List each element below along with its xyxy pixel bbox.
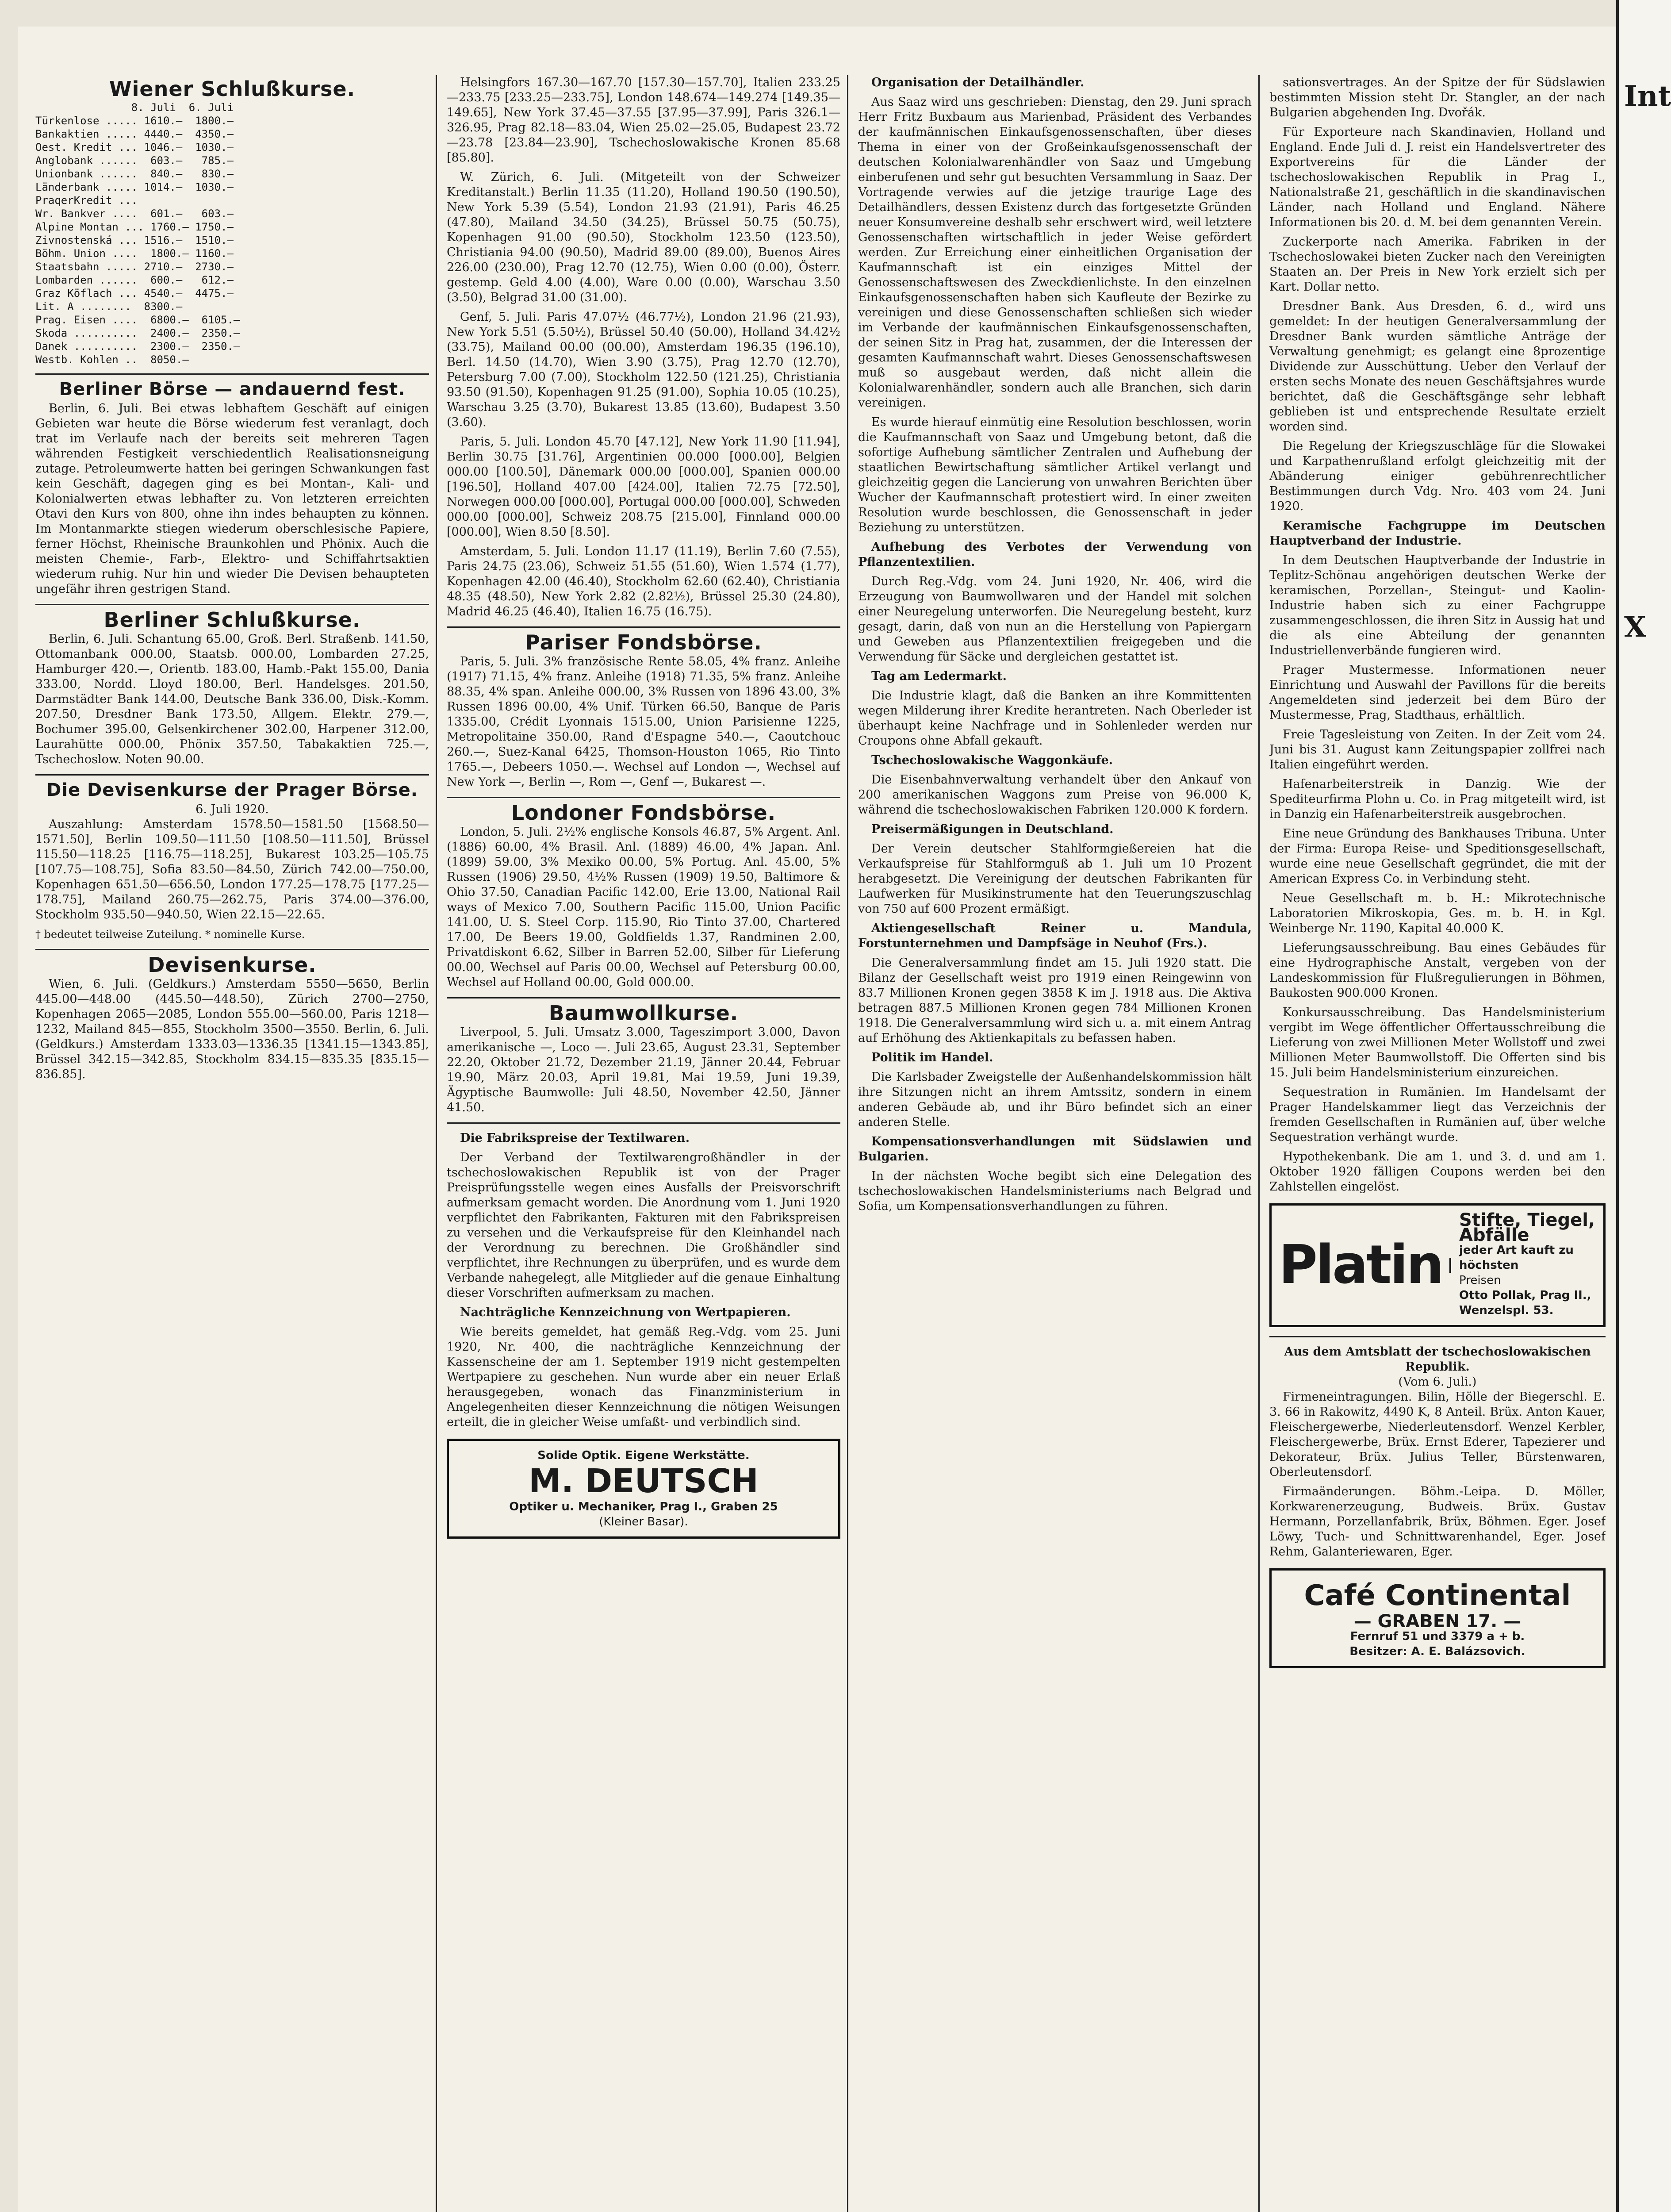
- heading-amtsblatt: Aus dem Amtsblatt der tschechoslowakischen Republik.: [1284, 1345, 1591, 1374]
- article-kompensation-continued: sationsvertrages. An der Spitze der für Südslawien bestimmten Mission steht Dr. Stangler, an der nach Bulgarien abgehenden Ing. Dvořák.: [1269, 76, 1606, 119]
- column-rule: [436, 75, 437, 2212]
- column-3: [858, 75, 1252, 2212]
- article-hypothekenbank: Hypothekenbank. Die am 1. und 3. d. und am 1. Oktober 1920 fälligen Coupons werden bei den Zahlstellen eingelöst.: [1269, 1150, 1606, 1194]
- column-4: [1269, 75, 1606, 2212]
- heading-kompensation: Kompensationsverhandlungen mit Südslawien und Bulgarien.: [858, 1135, 1252, 1164]
- column-rule: [1258, 75, 1260, 2212]
- devisen-footnote: † bedeutet teilweise Zuteilung. * nominelle Kurse.: [35, 928, 305, 941]
- article-kompensation: In der nächsten Woche begibt sich eine Delegation des tschechoslowakischen Handelsministeriums nach Belgrad und Sofia, um Kompensationsverhandlungen zu führen.: [858, 1169, 1252, 1213]
- article-textilwaren: Der Verband der Textilwarengroßhändler in der tschechoslowakischen Republik ist von der Prager Preisprüfungsstelle wegen eines Ausfalls der Preisvorschrift aufmerksam gemacht worden. Die Anordnung vom 1. Juni 1920 verpflichtet den Fabrikanten, Fakturen mit den Fabrikspreisen zu versehen und die Verkaufspreise für den Kleinhandel nach der Verordnung zu berechnen. Die Großhändler sind verpflichtet, ihre Rechnungen zu überprüfen, und es wurde dem Verbande nahegelegt, alle Mitglieder auf die genaue Einhaltung dieser Vorschriften aufmerksam zu machen.: [447, 1151, 840, 1300]
- heading-wiener-schlusskurse: Wiener Schlußkurse.: [109, 77, 356, 101]
- ad-cafe-address: — GRABEN 17. —: [1353, 1611, 1522, 1632]
- divider: [447, 797, 840, 798]
- divider: [35, 373, 429, 375]
- article-paris: Paris, 5. Juli. London 45.70 [47.12], New York 11.90 [11.94], Berlin 30.75 [31.76], Argentinien 00.000 [000.00], Belgien 000.00 [100.50], Dänemark 000.00 [000.00], Spanien 000.00 [196.50], Holland 407.00 [424.00], Italien 72.75 [72.50], Norwegen 000.00 [000.00], Portugal 000.00 [000.00], Schweden 000.00 [000.00], Schweiz 208.75 [215.00], Finnland 000.00 [000.00], Wien 8.50 [8.50].: [447, 435, 840, 539]
- divider: [35, 949, 429, 950]
- adjacent-page-edge: [1616, 0, 1671, 2212]
- article-firmaaenderungen: Firmaänderungen. Böhm.-Leipa. D. Möller, Korkwarenerzeugung, Budweis. Brüx. Gustav Hermann, Porzellanfabrik, Brüx, Böhmen. Eger. Josef Löwy, Tuch- und Schnittwarenhandel, Eger. Josef Rehm, Galanteriewaren, Eger.: [1269, 1485, 1606, 1559]
- article-hafenarbeiterstreik: Hafenarbeiterstreik in Danzig. Wie der Spediteurfirma Plohn u. Co. in Prag mitgeteilt wird, ist in Danzig ein Hafenarbeiterstreik ausgebrochen.: [1269, 777, 1606, 821]
- article-keramische-fachgruppe: In dem Deutschen Hauptverbande der Industrie in Teplitz-Schönau angehörigen deutschen Werke der keramischen, Porzellan-, Steingut- und Kaolin-Industrie haben sich zu einer Fachgruppe zusammengeschlossen, die ihren Sitz in Aussig hat und die als eine Abteilung der genannten Industriellenverbände fungieren wird.: [1269, 553, 1606, 657]
- article-genf: Genf, 5. Juli. Paris 47.07½ (46.77½), London 21.96 (21.93), New York 5.51 (5.50½), Brüssel 50.40 (50.00), Holland 34.42½ (33.75), Mailand 00.00 (00.00), Amsterdam 196.35 (196.10), Berl. 14.50 (14.70), Wien 3.90 (3.75), Prag 12.70 (12.70), Petersburg 7.00 (7.00), Stockholm 122.50 (121.25), Christiania 93.50 (91.50), Kopenhagen 91.25 (91.00), Sophia 10.05 (10.25), Warschau 3.25 (3.70), Bukarest 13.85 (13.60), Budapest 3.50 (3.60).: [447, 310, 840, 429]
- ad-cafe-owner: Besitzer: A. E. Balázsovich.: [1349, 1645, 1525, 1658]
- adjacent-page-fragment: Int: [1624, 80, 1671, 113]
- article-aktiengesellschaft: Die Generalversammlung findet am 15. Juli 1920 statt. Die Bilanz der Gesellschaft weist pro 1919 einen Reingewinn von 83.7 Millionen Kronen gegen 3858 K im J. 1918 aus. Die Aktiva betragen 887.5 Millionen Kronen gegen 784 Millionen Kronen 1918. Die Generalversammlung wird sich u. a. mit einem Antrag auf Erhöhung des Aktienkapitals zu befassen haben.: [858, 956, 1252, 1045]
- article-firmeneintragungen: Firmeneintragungen. Bilin, Hölle der Biegerschl. E. 3. 66 in Rakowitz, 4490 K, 8 Anteil. Brüx. Anton Kauer, Fleischergewerbe, Niederleutensdorf. Wenzel Kerbler, Fleischergewerbe, Brüx. Ernst Ederer, Tapezierer und Dekorateur, Brüx. Julius Teller, Bürstenwaren, Oberleutensdorf.: [1269, 1390, 1606, 1479]
- heading-aktiengesellschaft: Aktiengesellschaft Reiner u. Mandula, Forstunternehmen und Dampfsäge in Neuhof (Frs.).: [858, 922, 1252, 950]
- ad-platin-line2: Abfälle: [1459, 1225, 1529, 1245]
- divider: [35, 604, 429, 605]
- article-lieferungsausschreibung: Lieferungsausschreibung. Bau eines Gebäudes für eine Hydrographische Anstalt, vergeben von der Landeskommission für Flußregulierungen in Böhmen, Baukosten 900.000 Kronen.: [1269, 941, 1606, 1000]
- heading-berliner-schlusskurse: Berliner Schlußkurse.: [103, 608, 361, 632]
- heading-politik-handel: Politik im Handel.: [871, 1051, 993, 1064]
- article-waggonkaeufe: Die Eisenbahnverwaltung verhandelt über den Ankauf von 200 amerikanischen Waggons zum Preise von 96.000 K, während die tschechoslowakischen Fabriken 120.000 K fordern.: [858, 773, 1252, 817]
- divider: [447, 626, 840, 628]
- article-zuerich: W. Zürich, 6. Juli. (Mitgeteilt von der Schweizer Kreditanstalt.) Berlin 11.35 (11.20), Holland 190.50 (190.50), New York 5.39 (5.54), London 21.93 (21.91), Paris 46.25 (47.80), Mailand 34.50 (34.25), Brüssel 50.75 (50.75), Kopenhagen 91.00 (90.50), Stockholm 123.50 (123.50), Christiania 94.00 (90.50), Madrid 89.00 (89.00), Buenos Aires 226.00 (230.00), Prag 12.70 (12.75), Wien 0.00 (0.00), Österr. gestemp. Geld 4.00 (4.00), Ware 0.00 (0.00), Warschau 3.50 (3.50), Belgrad 31.00 (31.00).: [447, 170, 840, 304]
- heading-keramische-fachgruppe: Keramische Fachgruppe im Deutschen Hauptverband der Industrie.: [1269, 519, 1606, 548]
- column-rule: [847, 75, 848, 2212]
- ad-address: Optiker u. Mechaniker, Prag I., Graben 25: [509, 1500, 778, 1513]
- heading-ledermarkt: Tag am Ledermarkt.: [871, 669, 1007, 683]
- ad-optiker-deutsch: [447, 1439, 840, 1539]
- article-detailhaendler: Aus Saaz wird uns geschrieben: Dienstag, den 29. Juni sprach Herr Fritz Buxbaum aus Marienbad, Präsident des Verbandes der kaufmännischen Einkaufsgenossenschaften, über dieses Thema in einer von der Großeinkaufsgenossenschaft der deutschen Kolonialwarenhändler von Saaz und Umgebung einberufenen und sehr gut besuchten Versammlung in Saaz. Der Vortragende verwies auf die jetzige traurige Lage des Detailhändlers, dessen Existenz durch das fortgesetzte Gründen neuer Konsumvereine deshalb sehr erschwert wird, weil letztere Genossenschaften wirtschaftlich in jeder Weise gefördert werden. Zur Erreichung einer einheitlichen Organisation der Kaufmannschaft ist ein einziges Mittel der Genossenschaftswesen des Zweckdienlichste. In den einzelnen Einkaufsgenossenschaften haben sich Kaufleute der Bezirke zu vereinigen und diese Genossenschaften schließen sich wieder im Verbande der kaufmännischen Einkaufsgenossenschaften, der seinen Sitz in Prag hat, zusammen, der die Interessen der gesamten Kaufmannschaft wahrt. Dieses Genossenschaftswesen muß so ausgebaut werden, daß nicht allein die Kolonialwarenhändler, sondern auch alle Branchen, sich darin vereinigen.: [858, 95, 1252, 410]
- ad-company-name: M. DEUTSCH: [529, 1462, 759, 1500]
- column-1: [35, 75, 429, 2212]
- devisen-date: 6. Juli 1920.: [195, 803, 269, 816]
- article-devisenkurse: Wien, 6. Juli. (Geldkurs.) Amsterdam 5550—5650, Berlin 445.00—448.00 (445.50—448.50), Zürich 2700—2750, Kopenhagen 2065—2085, London 555.00—560.00, Paris 1218—1232, Mailand 845—855, Stockholm 3500—3550. Berlin, 6. Juli. (Geldkurs.) Amsterdam 1333.03—1336.35 [1341.15—1343.85], Brüssel 342.15—342.85, Stockholm 834.15—835.35 [835.15—836.85].: [35, 977, 429, 1081]
- article-zeitungspapier: Freie Tagesleistung von Zeiten. In der Zeit vom 24. Juni bis 31. August kann Zeitungspapier zollfrei nach Italien eingeführt werden.: [1269, 728, 1606, 772]
- ad-platin-line3: jeder Art kauft zu höchsten: [1459, 1244, 1574, 1272]
- article-preisermaessigungen: Der Verein deutscher Stahlformgießereien hat die Verkaufspreise für Stahlformguß ab 1. Juli um 10 Prozent herabgesetzt. Die Vereinigung der deutschen Fabrikanten für Laufwerken für Musikinstrumente hat den Teuerungszuschlag von 750 auf 600 Prozent ermäßigt.: [858, 842, 1252, 916]
- article-sequestration: Sequestration in Rumänien. Im Handelsamt der Prager Handelskammer liegt das Verzeichnis der fremden Gesellschaften in Rumänien auf, über welche Sequestration verhängt wurde.: [1269, 1085, 1606, 1144]
- article-pariser-fondsboerse: Paris, 5. Juli. 3% französische Rente 58.05, 4% franz. Anleihe (1917) 71.15, 4% franz. Anleihe (1918) 71.35, 5% franz. Anleihe 88.35, 4% span. Anleihe 000.00, 3% Russen von 1896 43.00, 3% Russen 1896 00.00, 4% Unif. Türken 66.50, Banque de Paris 1335.00, Crédit Lyonnais 1515.00, Union Parisienne 1225, Metropolitaine 350.00, Rand d'Espagne 540.—, Caoutchouc 260.—, Suez-Kanal 6425, Thomson-Houston 1065, Rio Tinto 1765.—, Debeers 1050.—. Wechsel auf London —, Wechsel auf New York —, Berlin —, Rom —, Genf —, Bukarest —.: [447, 655, 840, 789]
- article-baumwollkurse: Liverpool, 5. Juli. Umsatz 3.000, Tageszimport 3.000, Davon amerikanische —, Loco —. Juli 23.65, August 23.31, September 22.20, Oktober 21.72, Dezember 21.19, Jänner 20.44, Februar 19.90, März 20.03, April 19.81, Mai 19.59, Juni 19.39, Ägyptische Baumwolle: Juli 48.50, November 42.50, Jänner 41.50.: [447, 1025, 840, 1114]
- adjacent-page-fragment: X: [1624, 611, 1646, 644]
- heading-baumwollkurse: Baumwollkurse.: [548, 1001, 739, 1025]
- ad-cafe-continental: [1269, 1568, 1606, 1668]
- article-mikroskopia: Neue Gesellschaft m. b. H.: Mikrotechnische Laboratorien Mikroskopia, Ges. m. b. H. in Kgl. Weinberge Nr. 1190, Kapital 40.000 K.: [1269, 891, 1606, 935]
- divider: [1269, 1336, 1606, 1337]
- heading-berliner-boerse: Berliner Börse — andauernd fest.: [59, 379, 406, 399]
- wiener-kurse-table: 8. Juli 6. Juli Türkenlose ..... 1610.— 1800.— Bankaktien ..... 4440.— 4350.— Oest. Kredit ... 1046.— 1030.— Anglobank ...... 603.— 785.— Unionbank ...... 840.— 830.— Länderbank ..... 1014.— 1030.— PraqerKredit ... Wr. Bankver .... 601.— 603.— Alpine Montan ... 1760.— 1750.— Zivnostenská ... 1516.— 1510.— Böhm. Union .... 1800.— 1160.— Staatsbahn ..... 2710.— 2730.— Lombarden ...... 600.— 612.— Graz Köflach ... 4540.— 4475.— Lit. A ........ 8300.— Prag. Eisen .... 6800.— 6105.— Skoda .......... 2400.— 2350.— Danek .......... 2300.— 2350.— Westb. Kohlen .. 8050.—: [35, 101, 240, 366]
- ad-cafe-name: Café Continental: [1304, 1579, 1571, 1612]
- ad-platin: [1269, 1203, 1606, 1327]
- newspaper-page: [18, 27, 1619, 2212]
- heading-wertpapiere: Nachträgliche Kennzeichnung von Wertpapieren.: [460, 1306, 791, 1319]
- ad-platin-address: Otto Pollak, Prag II., Wenzelspl. 53.: [1459, 1289, 1591, 1317]
- article-tribuna: Eine neue Gründung des Bankhauses Tribuna. Unter der Firma: Europa Reise- und Speditionsgesellschaft, wurde eine neue Gesellschaft gegründet, die mit der American Express Co. in Verbindung steht.: [1269, 827, 1606, 886]
- article-pflanzentextilien: Durch Reg.-Vdg. vom 24. Juni 1920, Nr. 406, wird die Erzeugung von Baumwollwaren und der Handel mit solchen einer Neuregelung unterworfen. Die Neuregelung besteht, kurz gesagt, darin, daß von nun an die Herstellung von Papiergarn und Geweben aus Pflanzentextilien freigegeben und die Verwendung für Säcke und dergleichen gestattet ist.: [858, 575, 1252, 664]
- ad-tagline: Solide Optik. Eigene Werkstätte.: [537, 1449, 750, 1462]
- article-berliner-boerse: Berlin, 6. Juli. Bei etwas lebhaftem Geschäft auf einigen Gebieten war heute die Börse wiederum fest veranlagt, doch trat im Verlaufe nach der bereits seit mehreren Tagen währenden Festigkeit verschiedentlich Realisationsneigung zutage. Petroleumwerte hatten bei geringen Schwankungen fast kein Geschäft, dagegen ging es bei Montan-, Kali- und Kolonialwerten etwas lebhafter zu. Von letzteren erreichten Otavi den Kurs von 800, ohne ihn indes behaupten zu können. Im Montanmarkte stiegen wiederum oberschlesische Papiere, ferner Höchst, Rheinische Braunkohlen und Phönix. Auch die meisten Chemie-, Farb-, Elektro- und Schiffahrtsaktien wiederum ruhig. Nur hin und wieder Die Devisen behaupteten ungefähr ihren gestrigen Stand.: [35, 402, 429, 596]
- article-berliner-schlusskurse: Berlin, 6. Juli. Schantung 65.00, Groß. Berl. Straßenb. 141.50, Ottomanbank 000.00, Staatsb. 000.00, Lombarden 27.25, Hamburger 420.—, Orientb. 183.00, Hamb.-Pakt 155.00, Dania 333.00, Nordd. Lloyd 180.00, Berl. Handelsges. 201.50, Darmstädter Bank 144.00, Deutsche Bank 336.00, Disk.-Komm. 207.50, Dresdner Bank 173.50, Allgem. Elektr. 279.—, Bochumer 395.00, Gelsenkirchener 302.00, Harpener 312.00, Laurahütte 000.00, Phönix 357.50, Tabakaktien 725.—, Tschechoslow. Noten 90.00.: [35, 632, 429, 766]
- article-londoner-fondsboerse: London, 5. Juli. 2½% englische Konsols 46.87, 5% Argent. Anl. (1886) 60.00, 4% Brasil. Anl. (1889) 46.00, 4% Japan. Anl. (1899) 59.00, 3% Mexiko 00.00, 5% Portug. Anl. 45.00, 5% Russen (1906) 29.50, 4½% Russen (1909) 19.50, Baltimore & Ohio 37.50, Canadian Pacific 142.00, Erie 13.00, National Rail ways of Mexico 7.00, Southern Pacific 115.00, Union Pacific 141.00, U. S. Steel Corp. 115.90, Rio Tinto 37.00, Chartered 17.00, De Beers 19.00, Goldfields 1.37, Randminen 2.00, Privatdiskont 6.62, Silber in Barren 52.00, Silber für Lieferung 00.00, Wechsel auf Paris 00.00, Wechsel auf Petersburg 00.00, Wechsel auf Holland 00.00, Gold 000.00.: [447, 825, 840, 989]
- heading-pflanzentextilien: Aufhebung des Verbotes der Verwendung von Pflanzentextilien.: [858, 540, 1252, 569]
- article-devisen-continued: Helsingfors 167.30—167.70 [157.30—157.70], Italien 233.25—233.75 [233.25—233.75], London 148.674—149.274 [149.35—149.65], New York 37.45—37.55 [37.95—37.99], Paris 326.1—326.95, Prag 82.18—83.04, Wien 25.02—25.05, Budapest 23.72—23.78 [23.84—23.90], Tschechoslowakische Kronen 85.68 [85.80].: [447, 76, 840, 165]
- ad-address-note: (Kleiner Basar).: [599, 1515, 688, 1528]
- article-amsterdam: Amsterdam, 5. Juli. London 11.17 (11.19), Berlin 7.60 (7.55), Paris 24.75 (23.06), Schweiz 51.55 (51.60), Wien 1.574 (1.77), Kopenhagen 42.00 (46.40), Stockholm 62.60 (62.40), Christiania 48.35 (48.50), New York 2.82 (2.82½), Brüssel 25.30 (24.80), Madrid 46.25 (46.40), Italien 16.75 (16.75).: [447, 545, 840, 618]
- heading-londoner-fondsboerse: Londoner Fondsbörse.: [511, 801, 776, 825]
- article-wertpapiere: Wie bereits gemeldet, hat gemäß Reg.-Vdg. vom 25. Juni 1920, Nr. 400, die nachträgliche Kennzeichnung der Kassenscheine der am 1. September 1919 nicht gestempelten Wertpapiere zu geschehen. Nun wurde aber ein neuer Erlaß herausgegeben, wonach das Finanzministerium in Angelegenheiten dieser Kennzeichnung die nötigen Weisungen erteilt, die in gleicher Weise umfaßt- und verbindlich sind.: [447, 1325, 840, 1429]
- ad-platin-word: Platin: [1279, 1258, 1451, 1273]
- heading-preisermaessigungen: Preisermäßigungen in Deutschland.: [871, 822, 1114, 836]
- heading-pariser-fondsboerse: Pariser Fondsbörse.: [525, 630, 762, 654]
- article-politik-handel: Die Karlsbader Zweigstelle der Außenhandelskommission hält ihre Sitzungen nicht an ihrem Amtssitz, sondern in einem anderen Gebäude ab, und ihr Büro befindet sich an einer anderen Stelle.: [858, 1070, 1252, 1129]
- heading-detailhaendler: Organisation der Detailhändler.: [871, 76, 1085, 89]
- article-kriegszuschlaege: Die Regelung der Kriegszuschläge für die Slowakei und Karpathenrußland erfolgt gleichzeitig mit der Abänderung einiger gebührenrechtlicher Bestimmungen durch Vdg. Nro. 403 vom 24. Juni 1920.: [1269, 439, 1606, 513]
- divider: [447, 1122, 840, 1124]
- heading-textilwaren: Die Fabrikspreise der Textilwaren.: [460, 1131, 690, 1145]
- article-detailhaendler-resolution: Es wurde hierauf einmütig eine Resolution beschlossen, worin die Kaufmannschaft von Saaz und Umgebung betont, daß die sofortige Aufhebung sämtlicher Zentralen und Aufhebung der staatlichen Bewirtschaftung sämtlicher Artikel verlangt und gleichzeitig gegen die Lancierung von unwahren Berichten über Wucher der Kaufmannschaft protestiert wird. In einer zweiten Resolution wurde beschlossen, die Genossenschaft in jeder Beziehung zu unterstützen.: [858, 415, 1252, 534]
- amtsblatt-date: (Vom 6. Juli.): [1398, 1375, 1477, 1389]
- article-devisen-prag: Auszahlung: Amsterdam 1578.50—1581.50 [1568.50—1571.50], Berlin 109.50—111.50 [108.50—111.50], Brüssel 115.50—118.25 [116.75—118.25], Bukarest 103.25—105.75 [107.75—108.75], Sofia 83.50—84.50, Zürich 742.00—750.00, Kopenhagen 651.50—656.50, London 177.25—178.75 [177.25—178.75], Mailand 260.75—262.75, Paris 374.00—376.00, Stockholm 935.50—940.50, Wien 22.15—22.65.: [35, 818, 429, 922]
- column-2: [447, 75, 840, 2212]
- heading-waggonkaeufe: Tschechoslowakische Waggonkäufe.: [871, 753, 1113, 767]
- heading-devisenkurse: Devisenkurse.: [148, 953, 317, 977]
- article-dresdner-bank: Dresdner Bank. Aus Dresden, 6. d., wird uns gemeldet: In der heutigen Generalversammlung der Dresdner Bank wurden sämtliche Anträge der Verwaltung genehmigt; es gelangt eine 8prozentige Dividende zur Ausschüttung. Ueber den Verlauf der ersten sechs Monate des neuen Geschäftsjahres wurde berichtet, daß die Geschäftsgänge sehr lebhaft geblieben ist und entsprechende Resultate erzielt worden sind.: [1269, 300, 1606, 434]
- heading-devisenkurse-prager-boerse: Die Devisenkurse der Prager Börse.: [46, 780, 418, 800]
- divider: [447, 997, 840, 998]
- article-mustermesse: Prager Mustermesse. Informationen neuer Einrichtung und Auswahl der Pavillons für die bereits Angemeldeten sind jederzeit bei dem Büro der Mustermesse, Prag, Stadthaus, erhältlich.: [1269, 663, 1606, 722]
- article-ledermarkt: Die Industrie klagt, daß die Banken an ihre Kommittenten wegen Milderung ihrer Kredite herantreten. Nach Oberleder ist überhaupt keine Nachfrage und in Sohlenleder werden nur Croupons ohne Abfall gekauft.: [858, 689, 1252, 748]
- article-exporteure: Für Exporteure nach Skandinavien, Holland und England. Ende Juli d. J. reist ein Handelsvertreter des Exportvereins für die Länder der tschechoslowakischen Republik in Prag I., Nationalstraße 21, geschäftlich in die skandinavischen Länder, nach Holland und England. Nähere Informationen bis 20. d. M. bei dem genannten Verein.: [1269, 125, 1606, 229]
- article-zuckerporte: Zuckerporte nach Amerika. Fabriken in der Tschechoslowakei bieten Zucker nach den Vereinigten Staaten an. Der Preis in New York erzielt sich per Kart. Dollar netto.: [1269, 235, 1606, 294]
- ad-platin-line4: Preisen: [1459, 1274, 1501, 1287]
- ad-platin-line1: Stifte, Tiegel,: [1459, 1210, 1595, 1230]
- article-konkursausschreibung: Konkursausschreibung. Das Handelsministerium vergibt im Wege öffentlicher Offertausschreibung die Lieferung von zwei Millionen Meter Wollstoff und zwei Millionen Meter Baumwollstoff. Die Offerten sind bis 15. Juli beim Handelsministerium einzureichen.: [1269, 1006, 1606, 1079]
- ad-cafe-phone: Fernruf 51 und 3379 a + b.: [1350, 1630, 1525, 1643]
- divider: [35, 774, 429, 776]
